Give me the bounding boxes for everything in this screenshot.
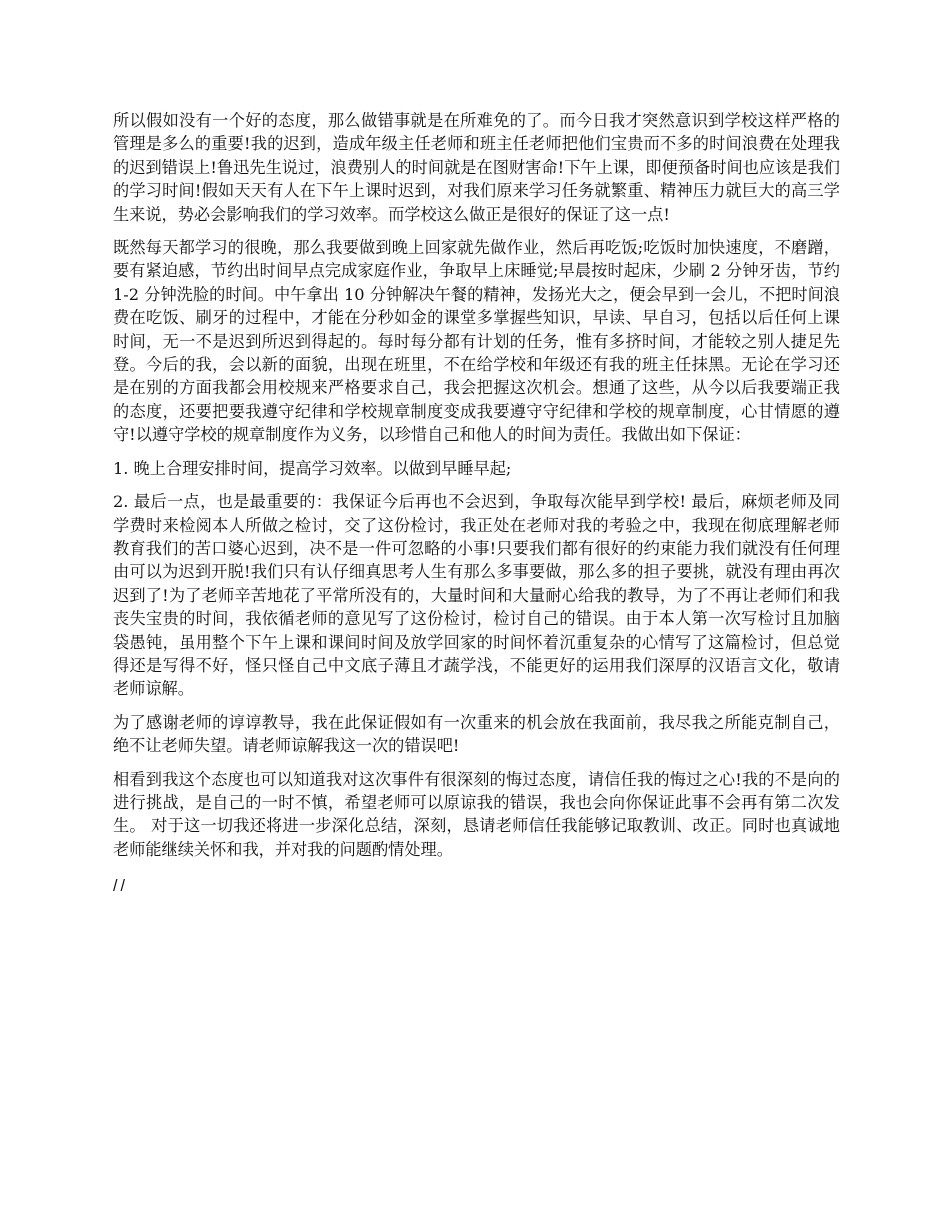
paragraph-6: 相看到我这个态度也可以知道我对这次事件有很深刻的悔过态度，请信任我的悔过之心!我的不是向的进行挑战，是自己的一时不慎，希望老师可以原谅我的错误，我也会向你保证此事不会再有第二次发生。 对于这一切我还将进一步深化总结，深刻，恳请老师信任我能够记取教训、改正。同时也真诚地老师能继续关怀和我，并对我的问题酌情处理。 bbox=[113, 769, 840, 859]
paragraph-1: 所以假如没有一个好的态度，那么做错事就是在所难免的了。而今日我才突然意识到学校这样严格的管理是多么的重要!我的迟到，造成年级主任老师和班主任老师把他们宝贵而不多的时间浪费在处理我的迟到错误上!鲁迅先生说过，浪费别人的时间就是在图财害命!下午上课，即便预备时间也应该是我们的学习时间!假如天天有人在下午上课时迟到，对我们原来学习任务就繁重、精神压力就巨大的高三学生来说，势必会影响我们的学习效率。而学校这么做正是很好的保证了这一点! bbox=[113, 111, 840, 224]
trailing-mark: // bbox=[113, 877, 128, 896]
paragraph-3-list-item-1: 1. 晚上合理安排时间，提高学习效率。以做到早睡早起; bbox=[113, 458, 512, 478]
paragraph-2: 既然每天都学习的很晚，那么我要做到晚上回家就先做作业，然后再吃饭;吃饭时加快速度，不磨蹭，要有紧迫感，节约出时间早点完成家庭作业，争取早上床睡觉;早晨按时起床，少刷 2 分钟牙齿，节约 1-2 分钟洗脸的时间。中午拿出 10 分钟解决午餐的精神，发扬光大之，便会早到一会儿，不把时间浪费在吃饭、刷牙的过程中，才能在分秒如金的课堂多掌握些知识，早读、早自习，包括以后任何上课时间，无一不是迟到所迟到得起的。每时每分都有计划的任务，惟有多挤时间，才能较之别人捷足先登。今后的我，会以新的面貌，出现在班里，不在给学校和年级还有我的班主任抹黑。无论在学习还是在别的方面我都会用校规来严格要求自己，我会把握这次机会。想通了这些，从今以后我要端正我的态度，还要把要我遵守纪律和学校规章制度变成我要遵守守纪律和学校的规章制度，心甘情愿的遵守!以遵守学校的规章制度作为义务，以珍惜自己和他人的时间为责任。我做出如下保证： bbox=[113, 238, 840, 445]
document-body bbox=[113, 109, 840, 899]
paragraph-5: 为了感谢老师的谆谆教导，我在此保证假如有一次重来的机会放在我面前，我尽我之所能克制自己，绝不让老师失望。请老师谅解我这一次的错误吧! bbox=[113, 712, 840, 756]
paragraph-4-list-item-2: 2. 最后一点，也是最重要的：我保证今后再也不会迟到，争取每次能早到学校! 最后，麻烦老师及同学费时来检阅本人所做之检讨，交了这份检讨，我正处在老师对我的考验之中，我现在彻底理解老师教育我们的苦口婆心迟到，决不是一件可忽略的小事!只要我们都有很好的约束能力我们就没有任何理由可以为迟到开脱!我们只有认仔细真思考人生有那么多事要做，那么多的担子要挑，就没有理由再次迟到了!为了老师辛苦地花了平常所没有的，大量时间和大量耐心给我的教导，为了不再让老师们和我丧失宝贵的时间，我依循老师的意见写了这份检讨，检讨自己的错误。由于本人第一次写检讨且加脑袋愚钝，虽用整个下午上课和课间时间及放学回家的时间怀着沉重复杂的心情写了这篇检讨，但总觉得还是写得不好，怪只怪自己中文底子薄且才蔬学浅，不能更好的运用我们深厚的汉语言文化，敬请老师谅解。 bbox=[113, 492, 840, 699]
